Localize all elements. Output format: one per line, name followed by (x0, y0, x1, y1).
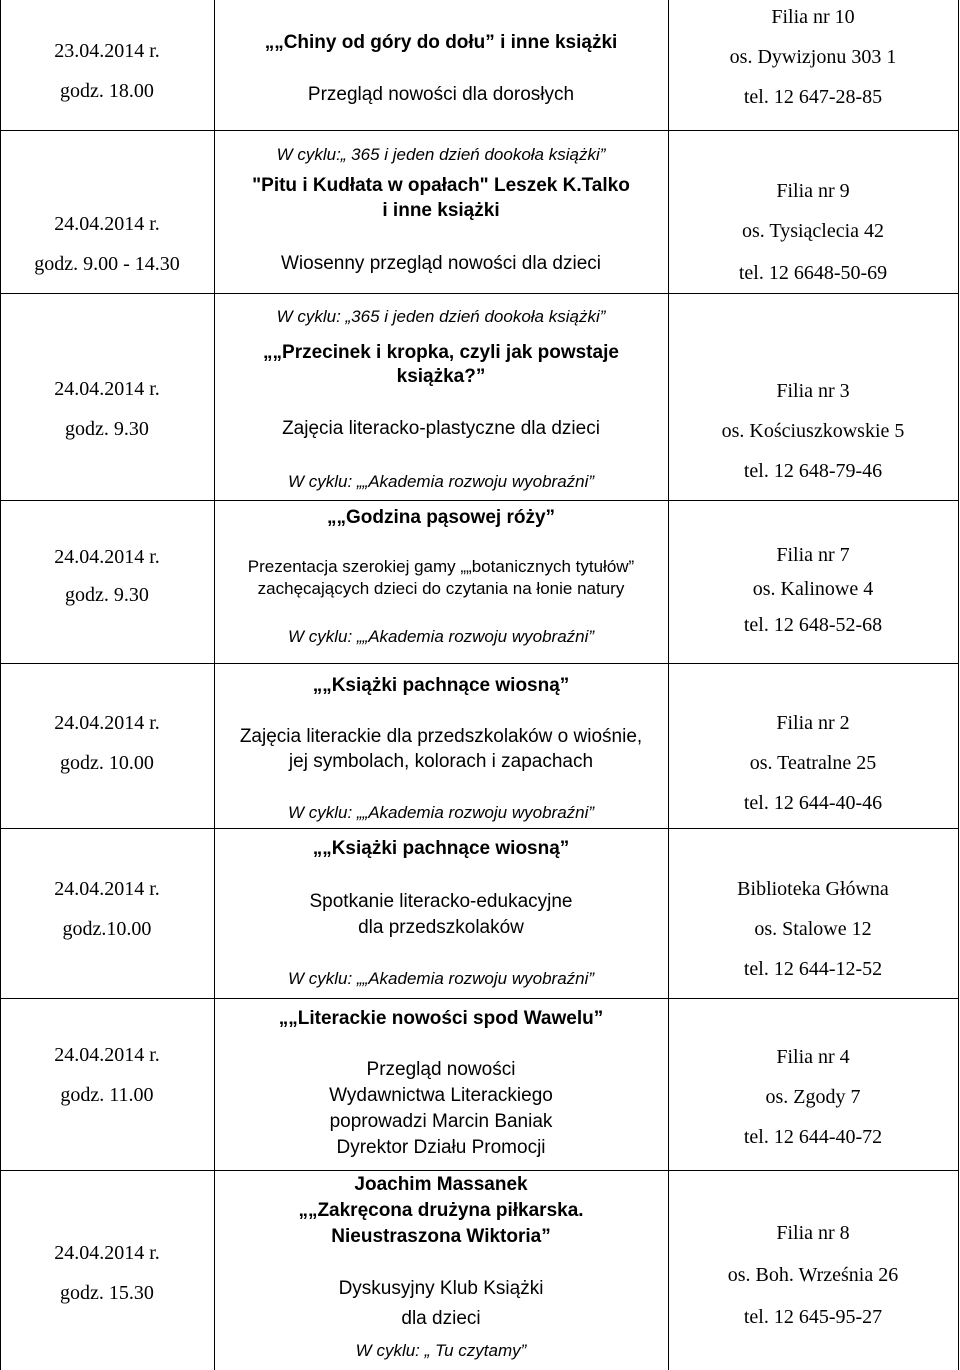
row-divider (0, 663, 959, 664)
branch-phone: tel. 12 648-79-46 (743, 460, 883, 482)
branch-address: os. Teatralne 25 (749, 752, 877, 774)
event-title: „„Książki pachnące wiosną” (312, 675, 570, 696)
event-title: „„Przecinek i kropka, czyli jak powstaje (263, 342, 619, 363)
branch-address: os. Dywizjonu 303 1 (729, 46, 897, 68)
event-date: 24.04.2014 r. (54, 213, 160, 235)
branch-address: os. Kościuszkowskie 5 (721, 420, 905, 442)
event-title: „„Literackie nowości spod Wawelu” (278, 1008, 604, 1029)
column-divider-place (668, 0, 669, 1370)
event-title: „„Chiny od góry do dołu” i inne książki (264, 32, 618, 53)
row-divider (0, 998, 959, 999)
branch-phone: tel. 12 644-12-52 (743, 958, 883, 980)
event-description: dla dzieci (401, 1308, 481, 1329)
event-date: 23.04.2014 r. (54, 40, 160, 62)
row-divider (0, 293, 959, 294)
branch-phone: tel. 12 648-52-68 (743, 614, 883, 636)
event-cycle: W cyklu: „„Akademia rozwoju wyobraźni” (287, 803, 595, 822)
branch-name: Filia nr 4 (776, 1046, 850, 1068)
event-description: jej symbolach, kolorach i zapachach (288, 751, 594, 772)
event-time: godz. 9.00 - 14.30 (34, 253, 180, 275)
event-date: 24.04.2014 r. (54, 546, 160, 568)
branch-phone: tel. 12 644-40-46 (743, 792, 883, 814)
event-description: dla przedszkolaków (358, 917, 524, 938)
branch-name: Filia nr 9 (776, 180, 850, 202)
event-description: zachęcających dzieci do czytania na łonie natury (257, 579, 625, 598)
branch-name: Filia nr 8 (776, 1222, 850, 1244)
branch-phone: tel. 12 6648-50-69 (738, 262, 888, 284)
branch-address: os. Boh. Września 26 (727, 1264, 899, 1286)
event-description: Przegląd nowości dla dorosłych (307, 84, 575, 105)
event-description: Przegląd nowości (366, 1059, 516, 1080)
event-time: godz. 15.30 (60, 1282, 154, 1304)
event-cycle: W cyklu: „„Akademia rozwoju wyobraźni” (287, 472, 595, 491)
event-time: godz. 9.30 (65, 418, 149, 440)
table-border-right (958, 0, 959, 1370)
event-title: książka?” (396, 366, 486, 387)
event-description: Prezentacja szerokiej gamy „„botanicznych tytułów” (247, 557, 635, 576)
event-description: Wydawnictwa Literackiego (329, 1085, 553, 1106)
branch-name: Filia nr 7 (776, 544, 850, 566)
table-border-left (0, 0, 1, 1370)
row-divider (0, 1170, 959, 1171)
event-time: godz. 10.00 (60, 752, 154, 774)
event-description: Wiosenny przegląd nowości dla dzieci (281, 253, 601, 274)
branch-phone: tel. 12 645-95-27 (743, 1306, 883, 1328)
event-title: "Pitu i Kudłata w opałach" Leszek K.Talko (252, 175, 630, 196)
event-title: Nieustraszona Wiktoria” (331, 1226, 551, 1247)
branch-name: Filia nr 3 (776, 380, 850, 402)
event-title: „„Zakręcona drużyna piłkarska. (298, 1200, 584, 1221)
event-time: godz.10.00 (62, 918, 152, 940)
event-cycle: W cyklu: „365 i jeden dzień dookoła książki” (276, 307, 606, 326)
branch-address: os. Zgody 7 (765, 1086, 861, 1108)
event-description: Zajęcia literackie dla przedszkolaków o wiośnie, (239, 726, 643, 747)
row-divider (0, 130, 959, 131)
event-date: 24.04.2014 r. (54, 1242, 160, 1264)
branch-address: os. Kalinowe 4 (752, 578, 874, 600)
branch-name: Filia nr 2 (776, 712, 850, 734)
branch-name: Biblioteka Główna (737, 878, 889, 900)
event-date: 24.04.2014 r. (54, 378, 160, 400)
event-cycle: W cyklu: „„Akademia rozwoju wyobraźni” (287, 969, 595, 988)
branch-name: Filia nr 10 (771, 6, 855, 28)
event-time: godz. 9.30 (65, 584, 149, 606)
event-cycle: W cyklu: „„Akademia rozwoju wyobraźni” (287, 627, 595, 646)
event-title: „„Godzina pąsowej róży” (326, 507, 556, 528)
event-cycle: W cyklu: „ Tu czytamy” (355, 1341, 527, 1360)
event-cycle: W cyklu:„ 365 i jeden dzień dookoła książki” (276, 145, 606, 164)
row-divider (0, 828, 959, 829)
branch-phone: tel. 12 644-40-72 (743, 1126, 883, 1148)
event-time: godz. 18.00 (60, 80, 154, 102)
event-description: Dyrektor Działu Promocji (336, 1137, 546, 1158)
event-time: godz. 11.00 (60, 1084, 154, 1106)
event-description: poprowadzi Marcin Baniak (329, 1111, 553, 1132)
branch-phone: tel. 12 647-28-85 (743, 86, 883, 108)
event-title: i inne książki (382, 200, 500, 221)
event-title: Joachim Massanek (354, 1174, 528, 1195)
branch-address: os. Stalowe 12 (754, 918, 872, 940)
event-date: 24.04.2014 r. (54, 712, 160, 734)
event-description: Dyskusyjny Klub Książki (338, 1278, 544, 1299)
event-description: Zajęcia literacko-plastyczne dla dzieci (282, 418, 600, 439)
event-title: „„Książki pachnące wiosną” (312, 838, 570, 859)
event-date: 24.04.2014 r. (54, 1044, 160, 1066)
branch-address: os. Tysiąclecia 42 (741, 220, 885, 242)
event-date: 24.04.2014 r. (54, 878, 160, 900)
event-description: Spotkanie literacko-edukacyjne (309, 891, 573, 912)
row-divider (0, 500, 959, 501)
